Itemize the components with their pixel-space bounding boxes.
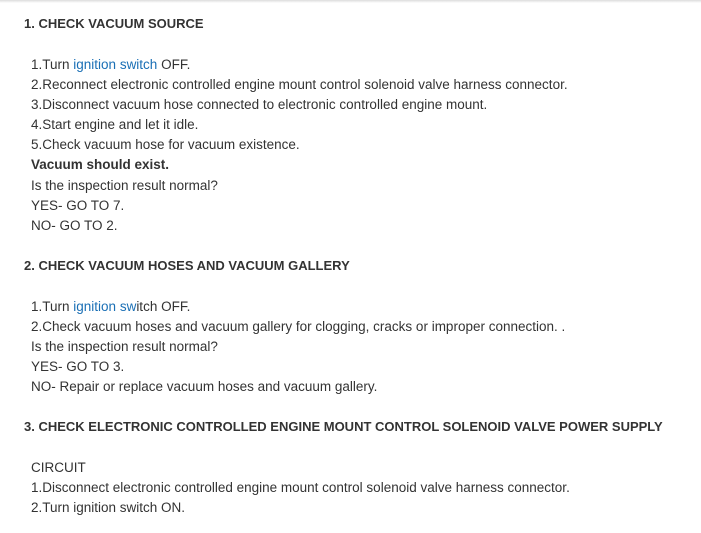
section-2-yes: YES- GO TO 3.: [31, 359, 125, 374]
section-1-step-4: 4.Start engine and let it idle.: [31, 117, 199, 132]
section-2-heading: 2. CHECK VACUUM HOSES AND VACUUM GALLERY: [24, 258, 350, 273]
section-2-step-1: [31, 298, 190, 315]
section-3-step-1: 1.Disconnect electronic controlled engine mount control solenoid valve harness connector.: [31, 480, 570, 495]
section-1-no: NO- GO TO 2.: [31, 218, 118, 233]
section-1-spec: Vacuum should exist.: [31, 157, 170, 172]
step-text: 1.Turn: [31, 57, 74, 72]
section-1-heading: 1. CHECK VACUUM SOURCE: [24, 16, 204, 31]
ignition-switch-link[interactable]: ignition sw: [73, 299, 137, 314]
step-text: 1.Turn: [31, 299, 74, 314]
section-1-yes: YES- GO TO 7.: [31, 198, 125, 213]
section-2-step-2: 2.Check vacuum hoses and vacuum gallery for clogging, cracks or improper connection. .: [31, 319, 566, 334]
section-2-question: Is the inspection result normal?: [31, 339, 218, 354]
top-shadow: [0, 0, 701, 3]
section-2-no: NO- Repair or replace vacuum hoses and vacuum gallery.: [31, 379, 378, 394]
section-1-step-1: [31, 56, 190, 73]
section-3-circuit-label: CIRCUIT: [31, 460, 86, 475]
section-1-step-2: 2.Reconnect electronic controlled engine mount control solenoid valve harness connector.: [31, 77, 568, 92]
section-3-heading: 3. CHECK ELECTRONIC CONTROLLED ENGINE MOUNT CONTROL SOLENOID VALVE POWER SUPPLY: [24, 419, 663, 434]
ignition-switch-link[interactable]: ignition switch: [73, 57, 158, 72]
section-3-step-2: 2.Turn ignition switch ON.: [31, 500, 186, 515]
section-1-step-5: 5.Check vacuum hose for vacuum existence.: [31, 137, 300, 152]
step-text: OFF.: [157, 57, 191, 72]
step-text: itch OFF.: [136, 299, 191, 314]
section-1-question: Is the inspection result normal?: [31, 178, 218, 193]
section-1-step-3: 3.Disconnect vacuum hose connected to electronic controlled engine mount.: [31, 97, 488, 112]
